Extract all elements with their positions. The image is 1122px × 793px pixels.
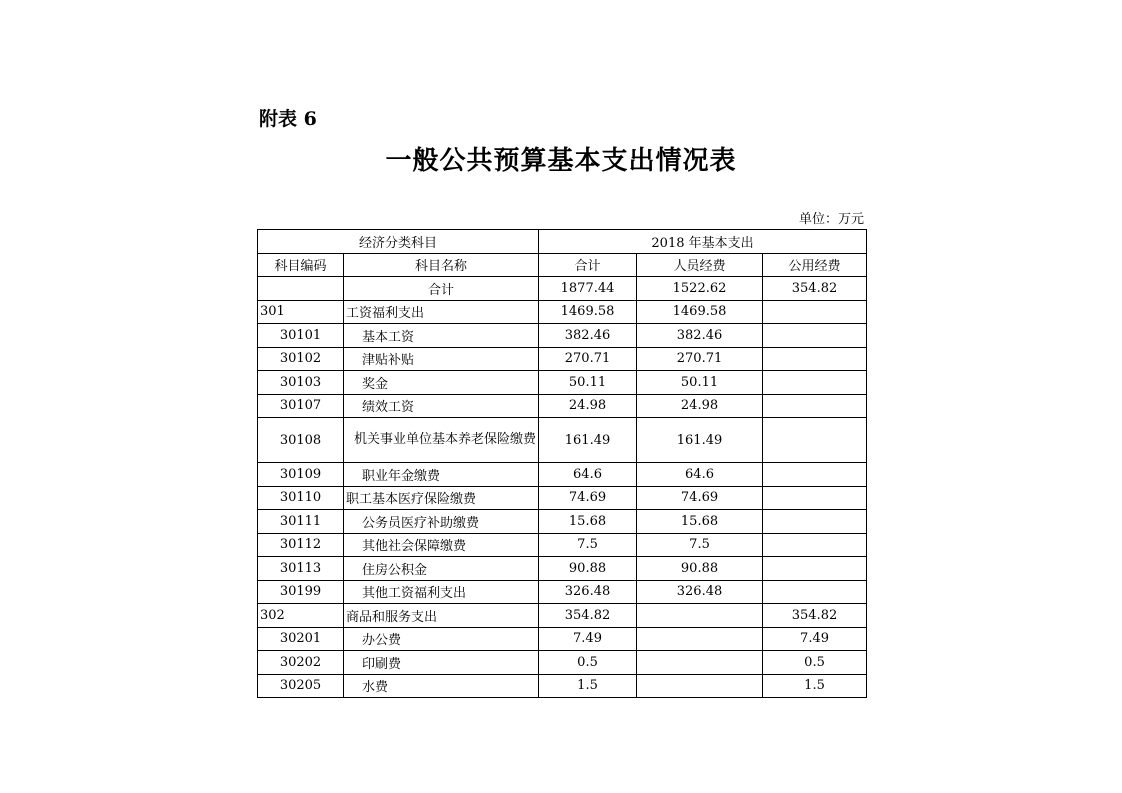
total-row [258,277,867,301]
row-personnel: 382.46 [637,324,763,348]
row-total: 7.49 [539,627,637,651]
row-total: 161.49 [539,418,637,463]
row-public [763,510,867,534]
row-code: 30107 [258,394,344,418]
table-row [258,371,867,395]
row-total: 354.82 [539,604,637,628]
table-row [258,324,867,348]
row-personnel: 270.71 [637,347,763,371]
row-personnel [637,674,763,698]
row-total: 90.88 [539,557,637,581]
budget-table [257,229,867,698]
row-total: 382.46 [539,324,637,348]
row-code: 30109 [258,463,344,487]
row-code: 30112 [258,533,344,557]
table-row [258,418,867,463]
row-name: 奖金 [344,371,539,395]
header-total: 合计 [539,253,637,277]
unit-label: 单位：万元 [798,212,864,227]
economic-group-header: 经济分类科目 [258,230,539,254]
row-name: 住房公积金 [344,557,539,581]
row-total: 74.69 [539,486,637,510]
row-code: 302 [258,604,344,628]
row-code: 30103 [258,371,344,395]
row-total: 1469.58 [539,300,637,324]
row-total: 50.11 [539,371,637,395]
row-public [763,324,867,348]
row-personnel [637,627,763,651]
row-name: 机关事业单位基本养老保险缴费 [344,418,539,463]
table-row [258,627,867,651]
table-row [258,604,867,628]
row-personnel: 15.68 [637,510,763,534]
row-public [763,486,867,510]
table-row [258,510,867,534]
header-personnel: 人员经费 [637,253,763,277]
row-public: 0.5 [763,651,867,675]
row-public [763,347,867,371]
row-code: 30108 [258,418,344,463]
row-name: 水费 [344,674,539,698]
row-name: 其他社会保障缴费 [344,533,539,557]
total-personnel: 1522.62 [637,277,763,301]
row-personnel [637,604,763,628]
header-public: 公用经费 [763,253,867,277]
row-name: 绩效工资 [344,394,539,418]
row-code: 30113 [258,557,344,581]
table-row [258,347,867,371]
row-total: 64.6 [539,463,637,487]
row-code: 30111 [258,510,344,534]
total-total: 1877.44 [539,277,637,301]
row-total: 326.48 [539,580,637,604]
table-row [258,533,867,557]
row-code: 30102 [258,347,344,371]
row-personnel: 24.98 [637,394,763,418]
table-body [258,230,867,698]
row-public [763,394,867,418]
row-name: 职工基本医疗保险缴费 [344,486,539,510]
row-name: 印刷费 [344,651,539,675]
row-code: 30205 [258,674,344,698]
row-personnel: 326.48 [637,580,763,604]
row-personnel: 74.69 [637,486,763,510]
row-code: 30201 [258,627,344,651]
table-row [258,300,867,324]
total-public: 354.82 [763,277,867,301]
row-public [763,300,867,324]
row-public: 354.82 [763,604,867,628]
row-code: 30110 [258,486,344,510]
row-name: 其他工资福利支出 [344,580,539,604]
table-row [258,394,867,418]
row-personnel: 64.6 [637,463,763,487]
table-row [258,674,867,698]
row-personnel: 90.88 [637,557,763,581]
row-total: 7.5 [539,533,637,557]
appendix-label: 附表 6 [259,108,317,130]
row-public [763,371,867,395]
table-row [258,486,867,510]
row-personnel [637,651,763,675]
row-public: 1.5 [763,674,867,698]
row-total: 270.71 [539,347,637,371]
column-header-row [258,253,867,277]
header-name: 科目名称 [344,253,539,277]
row-public [763,418,867,463]
row-public: 7.49 [763,627,867,651]
row-name: 工资福利支出 [344,300,539,324]
row-public [763,557,867,581]
budget-group-header: 2018 年基本支出 [539,230,867,254]
row-code: 30199 [258,580,344,604]
row-name: 津贴补贴 [344,347,539,371]
row-name: 基本工资 [344,324,539,348]
row-personnel: 1469.58 [637,300,763,324]
row-code: 301 [258,300,344,324]
row-name: 商品和服务支出 [344,604,539,628]
table-row [258,463,867,487]
row-public [763,533,867,557]
row-code: 30101 [258,324,344,348]
row-name: 办公费 [344,627,539,651]
page-title: 一般公共预算基本支出情况表 [385,146,737,176]
row-code: 30202 [258,651,344,675]
row-total: 0.5 [539,651,637,675]
row-name: 公务员医疗补助缴费 [344,510,539,534]
row-total: 24.98 [539,394,637,418]
total-code [258,277,344,301]
row-public [763,463,867,487]
row-public [763,580,867,604]
header-code: 科目编码 [258,253,344,277]
table-row [258,557,867,581]
row-total: 1.5 [539,674,637,698]
row-total: 15.68 [539,510,637,534]
table-row [258,580,867,604]
row-personnel: 7.5 [637,533,763,557]
row-personnel: 50.11 [637,371,763,395]
row-personnel: 161.49 [637,418,763,463]
table-row [258,651,867,675]
group-header-row [258,230,867,254]
row-name: 职业年金缴费 [344,463,539,487]
total-name: 合计 [344,277,539,301]
